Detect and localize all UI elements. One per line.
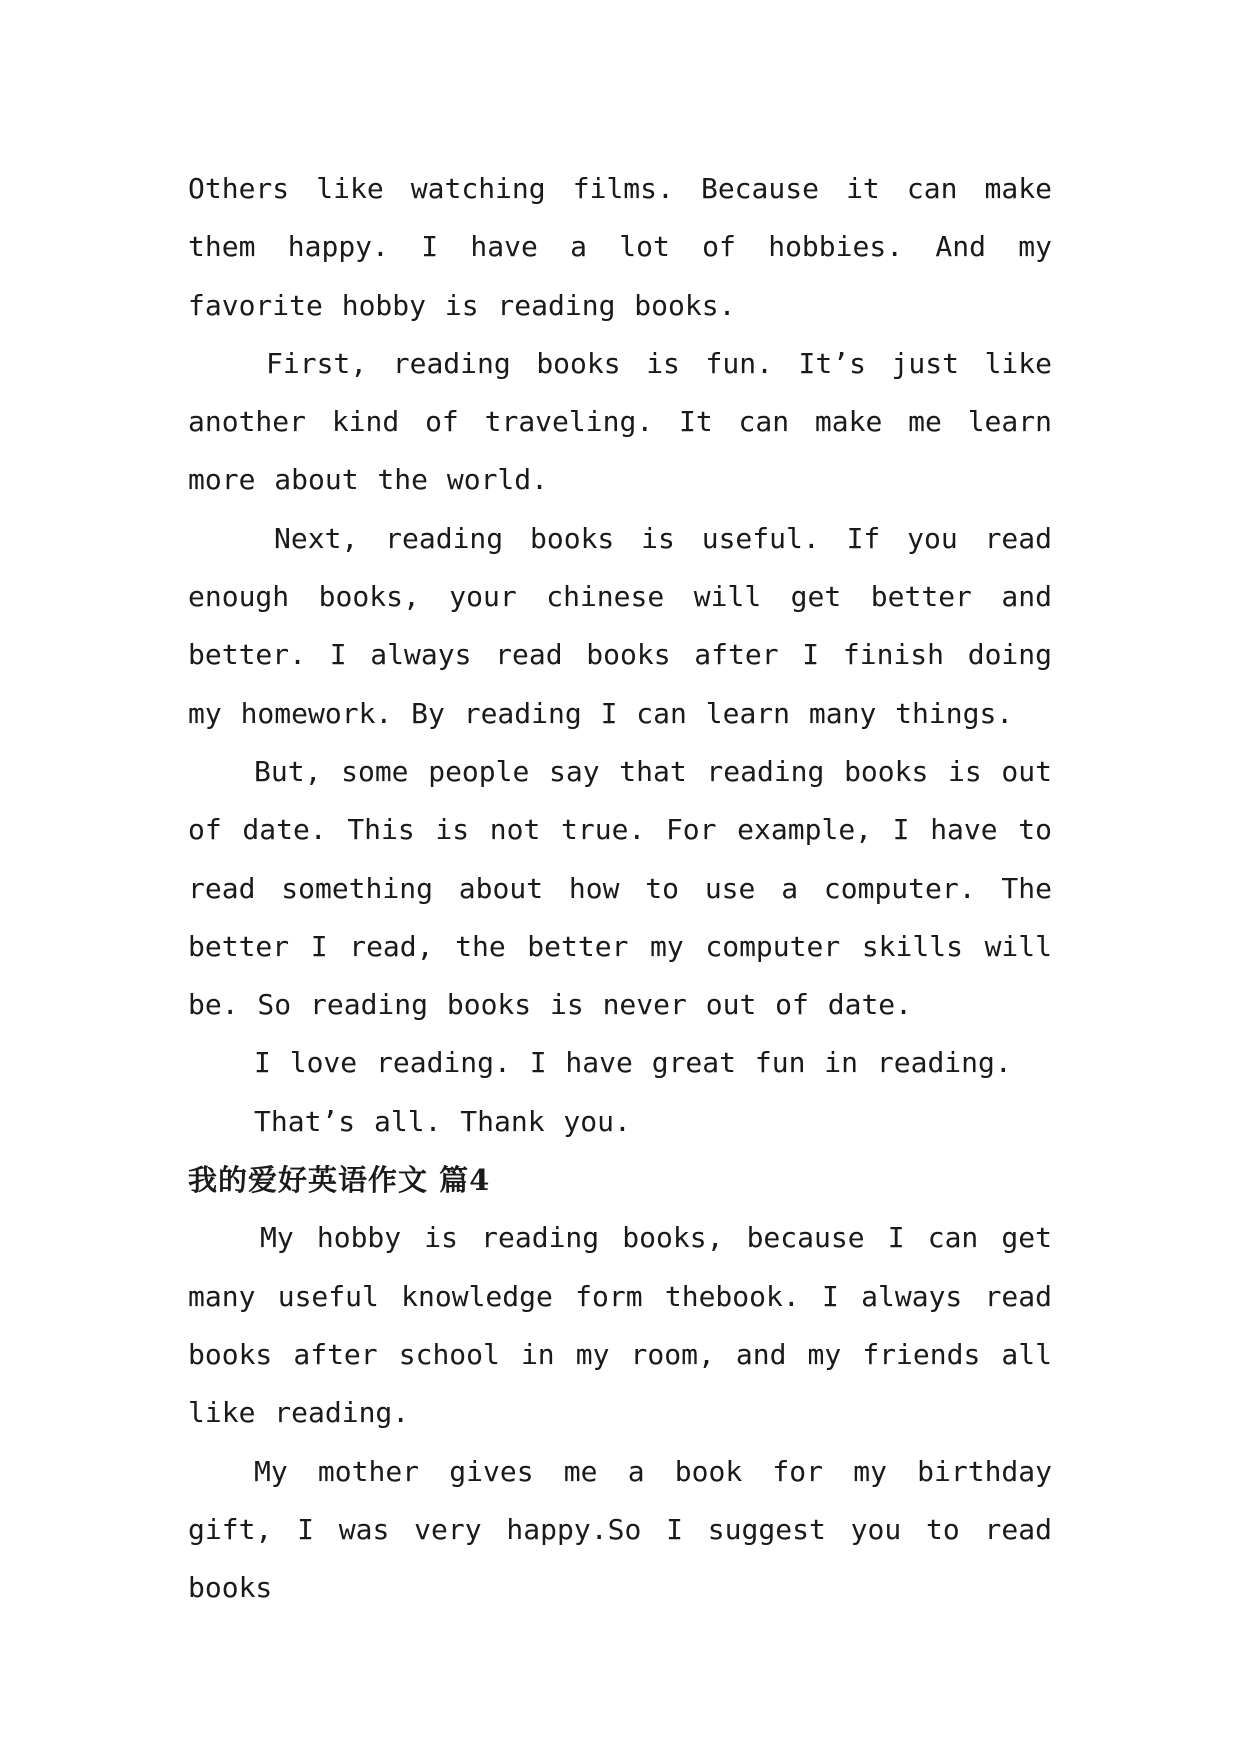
paragraph-love-reading: I love reading. I have great fun in reading. [254,1046,1012,1080]
paragraph-next: Next, reading books is useful. If you read enough books, your chinese will get better and better. I always read books after I finish doing my homework. By reading I can learn many things. [188,521,1052,730]
paragraph-my-hobby: My hobby is reading books, because I can get many useful knowledge form thebook. I always read books after school in my room, and my friends all like reading. [188,1221,1052,1430]
section-heading: 我的爱好英语作文 篇4 [188,1163,491,1198]
paragraph-mother-gift: My mother gives me a book for my birthday gift, I was very happy.So I suggest you to read books [188,1454,1052,1605]
paragraph-but: But, some people say that reading books is out of date. This is not true. For example, I have to read something about how to use a computer. The better I read, the better my computer skills will be. So reading books is never out of date. [188,754,1052,1022]
paragraph-first: First, reading books is fun. It’s just like another kind of traveling. It can make me learn more about the world. [188,346,1052,497]
paragraph-intro: Others like watching films. Because it can make them happy. I have a lot of hobbies. And my favorite hobby is reading books. [188,172,1052,322]
paragraph-thanks: That’s all. Thank you. [254,1104,631,1138]
essay-body [188,160,1052,1617]
